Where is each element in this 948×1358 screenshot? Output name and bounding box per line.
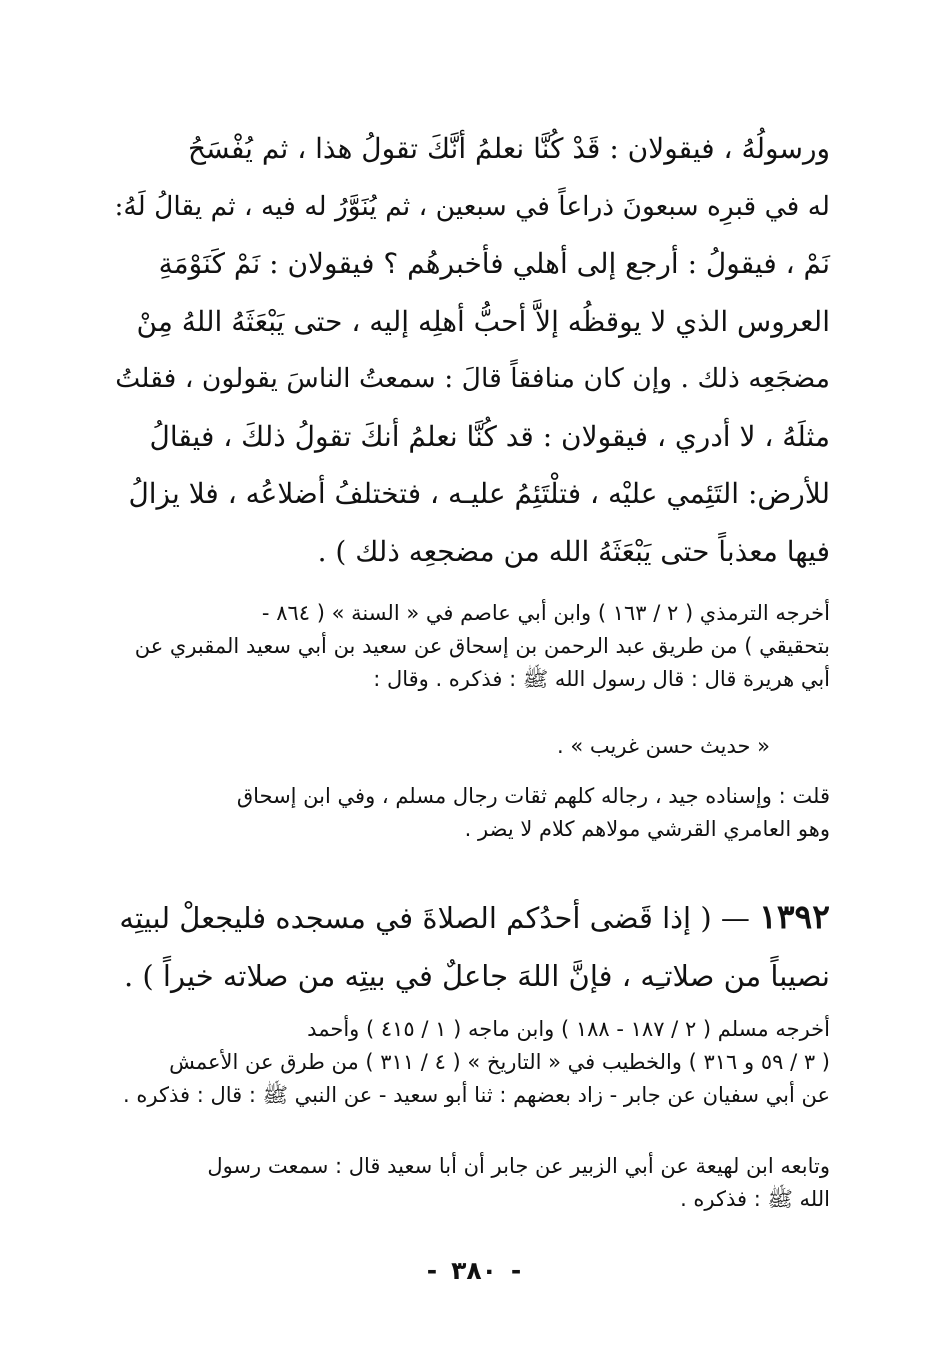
page-number xyxy=(0,1256,948,1285)
main-text-line: مثلَهُ ، لا أدري ، فيقولان : قد كُنَّا نعلمُ أنكَ تقولُ ذلكَ ، فيقالُ xyxy=(149,419,830,453)
footnote-line: وتابعه ابن لهيعة عن أبي الزبير عن جابر أن أبا سعيد قال : سمعت رسول xyxy=(207,1154,830,1178)
footnote-mutaba'a xyxy=(100,1150,830,1216)
hadith-dash: — xyxy=(720,901,750,935)
footnote-quote xyxy=(40,730,830,763)
main-text-line: فيها معذباً حتى يَبْعَثَهُ الله من مضجعِه ذلك ) . xyxy=(317,534,830,568)
footnote-takhrij-2 xyxy=(100,1013,830,1112)
footnote-line: قلت : وإسناده جيد ، رجاله كلهم ثقات رجال مسلم ، وفي ابن إسحاق xyxy=(236,784,830,808)
hadith-text: ( إذا قَضى أحدُكم الصلاةَ في مسجده فليجعلْ لبيتِه xyxy=(119,901,712,935)
page-number-dash-left: - xyxy=(510,1256,522,1285)
main-text-line: مضجَعِه ذلك . وإن كان منافقاً قالَ : سمعتُ الناسَ يقولون ، فقلتُ xyxy=(115,363,830,394)
hadith-line: نصيباً من صلاتـِه ، فإنَّ اللهَ جاعلٌ في بيتِه من صلاته خيراً ) . xyxy=(123,959,830,993)
footnote-line: أخرجه الترمذي ( ٢ / ١٦٣ ) وابن أبي عاصم في « السنة » ( ٨٦٤ - xyxy=(261,601,830,625)
footnote-takhrij-1 xyxy=(100,597,830,696)
footnote-line: وهو العامري القرشي مولاهم كلام لا يضر . xyxy=(464,817,830,841)
main-text xyxy=(100,120,830,580)
footnote-line: عن أبي سفيان عن جابر - زاد بعضهم : ثنا أبو سعيد - عن النبي ﷺ : قال : فذكره . xyxy=(123,1083,830,1107)
main-text-line: للأرض: التَئِمي عليْه ، فتلْتَئِمُ عليـه ، فتختلفُ أضلاعُه ، فلا يزالُ xyxy=(128,477,830,510)
hadith-1392 xyxy=(100,888,830,1005)
main-text-line: العروس الذي لا يوقظُه إلاَّ أحبُّ أهلِه إليه ، حتى يَبْعَثَهُ اللهُ مِنْ xyxy=(136,304,830,338)
footnote-line: أخرجه مسلم ( ٢ / ١٨٧ - ١٨٨ ) وابن ماجه ( ١ / ٤١٥ ) وأحمد xyxy=(307,1017,830,1041)
hadith-line-first xyxy=(100,888,830,947)
footnote-line: الله ﷺ : فذكره . xyxy=(680,1187,830,1211)
main-text-line: له في قبرِه سبعونَ ذراعاً في سبعين ، ثم يُنَوَّرُ له فيه ، ثم يقالُ لَهُ: xyxy=(114,190,830,222)
footnote-line: أبي هريرة قال : قال رسول الله ﷺ : فذكره . وقال : xyxy=(373,667,830,691)
footnote-comment xyxy=(100,780,830,846)
quote-line: « حديث حسن غريب » . xyxy=(557,734,770,758)
page-number-value: ٣٨٠ xyxy=(451,1256,497,1285)
footnote-line: ( ٣ / ٥٩ و ٣١٦ ) والخطيب في « التاريخ » ( ٤ / ٣١١ ) من طرق عن الأعمش xyxy=(169,1050,830,1074)
page-number-dash-right: - xyxy=(426,1256,438,1285)
footnote-line: بتحقيقي ) من طريق عبد الرحمن بن إسحاق عن سعيد بن أبي سعيد المقبري عن xyxy=(134,634,830,658)
main-text-line: نَمْ ، فيقولُ : أرجع إلى أهلي فأخبرهُم ؟ فيقولان : نَمْ كَنَوْمَةِ xyxy=(158,247,830,280)
hadith-number: ١٣٩٢ xyxy=(759,897,830,936)
main-text-line: ورسولُهُ ، فيقولان : قَدْ كُنَّا نعلمُ أنَّكَ تقولُ هذا ، ثم يُفْسَحُ xyxy=(187,132,830,165)
